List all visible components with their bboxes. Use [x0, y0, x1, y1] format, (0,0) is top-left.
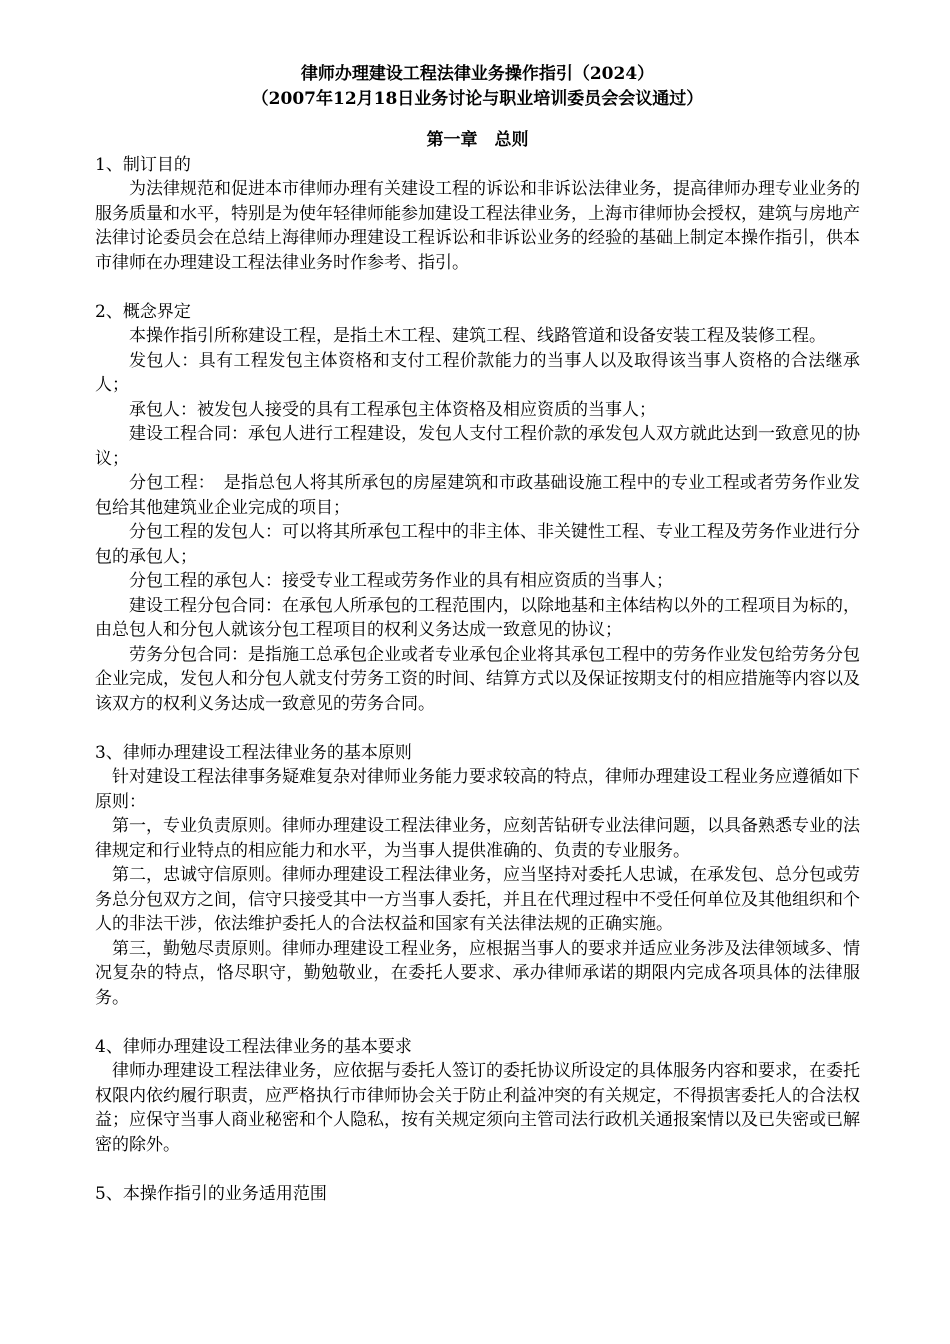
- document-title: 律师办理建设工程法律业务操作指引（2024）: [300, 64, 655, 84]
- section-paragraph: 第三，勤勉尽责原则。律师办理建设工程业务，应根据当事人的要求并适应业务涉及法律领域多、情况复杂的特点，恪尽职守，勤勉敬业，在委托人要求、承办律师承诺的期限内完成各项具体的法律服务。: [95, 938, 860, 1008]
- section-paragraph: 分包工程的承包人：接受专业工程或劳务作业的具有相应资质的当事人；: [129, 571, 673, 591]
- section-spacer: [95, 275, 860, 300]
- document-body: [95, 153, 860, 1207]
- section-heading: 2、概念界定: [95, 301, 191, 322]
- section-spacer: [95, 1157, 860, 1182]
- section-spacer: [95, 716, 860, 741]
- section-paragraph: 为法律规范和促进本市律师办理有关建设工程的诉讼和非诉讼法律业务，提高律师办理专业业务的服务质量和水平，特别是为使年轻律师能参加建设工程法律业务，上海市律师协会授权，建筑与房地产法律讨论委员会在总结上海律师办理建设工程诉讼和非诉讼业务的经验的基础上制定本操作指引，供本市律师在办理建设工程法律业务时作参考、指引。: [95, 179, 860, 273]
- document-page: [95, 62, 860, 1206]
- section-paragraph: 分包工程的发包人：可以将其所承包工程中的非主体、非关键性工程、专业工程及劳务作业进行分包的承包人；: [95, 522, 860, 567]
- section-paragraph: 第二，忠诚守信原则。律师办理建设工程法律业务，应当坚持对委托人忠诚，在承发包、总分包或劳务总分包双方之间，信守只接受其中一方当事人委托，并且在代理过程中不受任何单位及其他组织和个人的非法干涉，依法维护委托人的合法权益和国家有关法律法规的正确实施。: [95, 865, 860, 934]
- section-heading: 1、制订目的: [95, 154, 191, 175]
- section-heading: 5、本操作指引的业务适用范围: [95, 1183, 327, 1204]
- section-paragraph: 律师办理建设工程法律业务，应依据与委托人签订的委托协议所设定的具体服务内容和要求，在委托权限内依约履行职责，应严格执行市律师协会关于防止利益冲突的有关规定，不得损害委托人的合法权益；应保守当事人商业秘密和个人隐私，按有关规定须向主管司法行政机关通报案情以及已失密或已解密的除外。: [95, 1061, 860, 1155]
- section-paragraph: 针对建设工程法律事务疑难复杂对律师业务能力要求较高的特点，律师办理建设工程业务应遵循如下原则：: [95, 767, 860, 812]
- section-paragraph: 建设工程合同：承包人进行工程建设，发包人支付工程价款的承发包人双方就此达到一致意见的协议；: [95, 424, 860, 469]
- section-heading: 4、律师办理建设工程法律业务的基本要求: [95, 1036, 412, 1057]
- section-paragraph: 本操作指引所称建设工程，是指土木工程、建筑工程、线路管道和设备安装工程及装修工程。: [129, 326, 826, 346]
- section-paragraph: 分包工程： 是指总包人将其所承包的房屋建筑和市政基础设施工程中的专业工程或者劳务作业发包给其他建筑业企业完成的项目；: [95, 473, 860, 518]
- section-paragraph: 建设工程分包合同：在承包人所承包的工程范围内，以除地基和主体结构以外的工程项目为标的，由总包人和分包人就该分包工程项目的权利义务达成一致意见的协议；: [95, 595, 860, 640]
- section-paragraph: 发包人：具有工程发包主体资格和支付工程价款能力的当事人以及取得该当事人资格的合法继承人；: [95, 350, 860, 395]
- chapter-heading: 第一章 总则: [426, 130, 529, 150]
- document-subtitle: （2007年12月18日业务讨论与职业培训委员会会议通过）: [251, 89, 704, 109]
- section-paragraph: 承包人：被发包人接受的具有工程承包主体资格及相应资质的当事人；: [129, 399, 656, 420]
- section-paragraph: 劳务分包合同：是指施工总承包企业或者专业承包企业将其承包工程中的劳务作业发包给劳务分包企业完成，发包人和分包人就支付劳务工资的时间、结算方式以及保证按期支付的相应措施等内容以及该双方的权利义务达成一致意见的劳务合同。: [95, 644, 860, 714]
- section-spacer: [95, 1010, 860, 1035]
- section-heading: 3、律师办理建设工程法律业务的基本原则: [95, 742, 412, 763]
- section-paragraph: 第一，专业负责原则。律师办理建设工程法律业务，应刻苦钻研专业法律问题，以具备熟悉专业的法律规定和行业特点的相应能力和水平，为当事人提供准确的、负责的专业服务。: [95, 816, 860, 861]
